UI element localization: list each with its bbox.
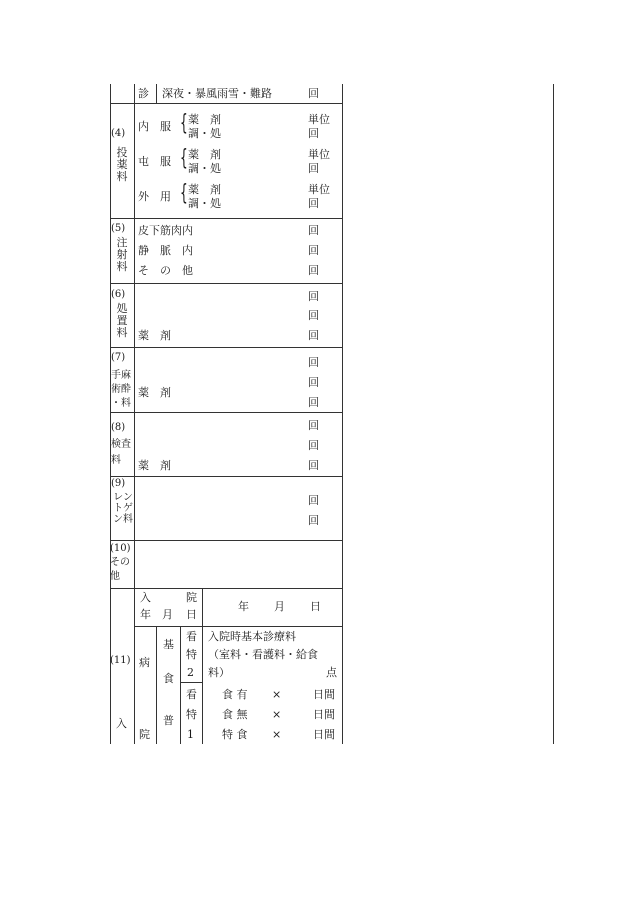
meal-unit-0: 日間 bbox=[313, 688, 335, 701]
sec7-unit-1: 回 bbox=[308, 376, 319, 389]
tonpuku-unit-b: 回 bbox=[308, 162, 319, 175]
sec7-title-1: 手麻 bbox=[111, 370, 131, 381]
admission-nyu: 入 bbox=[140, 591, 151, 604]
sec4-num: (4) bbox=[111, 128, 126, 139]
sec8-unit-1: 回 bbox=[308, 439, 319, 452]
kihon-a: 基 bbox=[163, 638, 174, 651]
meal-x-2: × bbox=[272, 728, 282, 741]
shin-label: 診 bbox=[138, 87, 149, 100]
sec5-num: (5) bbox=[111, 223, 126, 234]
naifuku-unit-a: 単位 bbox=[308, 113, 330, 126]
gaiyo-unit-b: 回 bbox=[308, 197, 319, 210]
admission-in: 院 bbox=[186, 591, 197, 604]
sec7-unit-0: 回 bbox=[308, 356, 319, 369]
basic-fee-pt: 点 bbox=[326, 666, 337, 679]
gaiyo-prep: 調・処 bbox=[188, 197, 221, 210]
sec8-unit-0: 回 bbox=[308, 419, 319, 432]
sec9-num: (9) bbox=[111, 478, 126, 489]
futsu: 普 bbox=[163, 714, 174, 727]
meal-unit-2: 日間 bbox=[313, 728, 335, 741]
sec11-divider-2 bbox=[156, 626, 157, 744]
sec5-unit-0: 回 bbox=[308, 224, 319, 237]
shin-unit: 回 bbox=[308, 87, 319, 100]
sec6-unit-2: 回 bbox=[308, 329, 319, 342]
naifuku-prep: 調・処 bbox=[188, 127, 221, 140]
sec7-unit-2: 回 bbox=[308, 396, 319, 409]
sec9-unit-1: 回 bbox=[308, 514, 319, 527]
sec9-unit-0: 回 bbox=[308, 494, 319, 507]
mid-border bbox=[342, 84, 343, 744]
gaiyo-label: 外 用 bbox=[138, 190, 171, 203]
date-nen: 年 bbox=[238, 600, 249, 613]
naifuku-drug: 薬 剤 bbox=[188, 113, 221, 126]
tonpuku-prep: 調・処 bbox=[188, 162, 221, 175]
shin-item: 深夜・暴風雨雪・難路 bbox=[162, 87, 272, 100]
shin-left-divider bbox=[134, 84, 135, 103]
sec6-drug: 薬 剤 bbox=[138, 329, 171, 342]
sec5-item-hika: 皮下筋肉内 bbox=[138, 224, 193, 237]
right-border bbox=[553, 84, 554, 744]
date-tsuki: 月 bbox=[274, 600, 285, 613]
sec11-divider-3 bbox=[180, 626, 181, 744]
admission-tsuki: 月 bbox=[162, 608, 173, 621]
sec6-title: 処置料 bbox=[116, 302, 128, 339]
sec11-divider-1 bbox=[134, 588, 135, 744]
tonpuku-unit-a: 単位 bbox=[308, 148, 330, 161]
sec7-drug: 薬 剤 bbox=[138, 386, 171, 399]
sec9-title: レントゲン料 bbox=[113, 492, 133, 525]
kihon-b: 食 bbox=[163, 672, 174, 685]
sec10-divider bbox=[134, 540, 135, 588]
meal-label-2: 特 食 bbox=[222, 728, 248, 741]
divider-sec10 bbox=[110, 588, 342, 589]
sec5-unit-2: 回 bbox=[308, 264, 319, 277]
meal-x-0: × bbox=[272, 688, 282, 701]
sec11-char-byo: 病 bbox=[139, 656, 150, 669]
kantoku2-c: 2 bbox=[187, 666, 194, 679]
admission-hi: 日 bbox=[186, 608, 197, 621]
sec11-divider-4 bbox=[202, 588, 203, 744]
kantoku2-b: 特 bbox=[186, 648, 197, 661]
sec7-title-3: ・料 bbox=[111, 398, 131, 409]
meal-x-1: × bbox=[272, 708, 282, 721]
sec10-title-1: その bbox=[110, 557, 130, 568]
divider-sec4 bbox=[110, 218, 342, 219]
shin-divider bbox=[156, 84, 157, 103]
kantoku2-a: 看 bbox=[186, 630, 197, 643]
naifuku-label: 内 服 bbox=[138, 120, 171, 133]
sec4-title: 投薬料 bbox=[116, 146, 128, 183]
sec6-unit-0: 回 bbox=[308, 290, 319, 303]
sec5-item-sonota: そ の 他 bbox=[138, 264, 193, 277]
sec8-drug: 薬 剤 bbox=[138, 459, 171, 472]
kantoku1-a: 看 bbox=[186, 688, 197, 701]
divider-sec6 bbox=[110, 347, 342, 348]
sec8-title-2: 料 bbox=[111, 455, 121, 466]
meal-unit-1: 日間 bbox=[313, 708, 335, 721]
divider-shin bbox=[110, 103, 342, 104]
left-border bbox=[110, 84, 111, 744]
divider-sec9 bbox=[110, 540, 342, 541]
date-hi: 日 bbox=[310, 600, 321, 613]
sec7-divider bbox=[134, 347, 135, 412]
sec4-divider bbox=[134, 103, 135, 218]
sec5-divider bbox=[134, 218, 135, 283]
basic-fee-line1: 入院時基本診療料 bbox=[208, 630, 296, 643]
sec8-num: (8) bbox=[111, 422, 126, 433]
basic-fee-line3: 料） bbox=[208, 666, 230, 679]
divider-sec7 bbox=[110, 412, 342, 413]
gaiyo-unit-a: 単位 bbox=[308, 183, 330, 196]
sec11-num: (11) bbox=[110, 655, 131, 666]
basic-fee-line2: （室料・看護料・給食 bbox=[208, 648, 318, 661]
naifuku-unit-b: 回 bbox=[308, 127, 319, 140]
brace-icon: { bbox=[180, 146, 188, 171]
divider-sec5 bbox=[110, 283, 342, 284]
sec6-divider bbox=[134, 283, 135, 347]
admission-nen: 年 bbox=[140, 608, 151, 621]
sec8-unit-2: 回 bbox=[308, 459, 319, 472]
sec11-char-nyu: 入 bbox=[116, 717, 127, 730]
sec7-title-2: 術酔 bbox=[111, 384, 131, 395]
divider-sec8 bbox=[110, 476, 342, 477]
sec5-unit-1: 回 bbox=[308, 244, 319, 257]
brace-icon: { bbox=[180, 181, 188, 206]
kantoku1-b: 特 bbox=[186, 708, 197, 721]
sec5-title: 注射料 bbox=[116, 236, 128, 273]
sec8-divider bbox=[134, 412, 135, 476]
meal-label-1: 食 無 bbox=[222, 708, 248, 721]
tonpuku-label: 屯 服 bbox=[138, 155, 171, 168]
sec11-char-in: 院 bbox=[139, 728, 150, 741]
sec6-unit-1: 回 bbox=[308, 309, 319, 322]
sec7-num: (7) bbox=[111, 352, 126, 363]
kantoku1-c: 1 bbox=[187, 728, 194, 741]
tonpuku-drug: 薬 剤 bbox=[188, 148, 221, 161]
sec11-header-divider bbox=[134, 626, 342, 627]
sec8-title-1: 検査 bbox=[111, 439, 131, 450]
meal-label-0: 食 有 bbox=[222, 688, 248, 701]
sec10-num: (10) bbox=[110, 543, 131, 554]
gaiyo-drug: 薬 剤 bbox=[188, 183, 221, 196]
sec6-num: (6) bbox=[111, 289, 126, 300]
sec5-item-jomyaku: 静 脈 内 bbox=[138, 244, 193, 257]
brace-icon: { bbox=[180, 111, 188, 136]
sec10-title-2: 他 bbox=[110, 571, 120, 582]
sec11-kanto-divider bbox=[180, 682, 202, 683]
